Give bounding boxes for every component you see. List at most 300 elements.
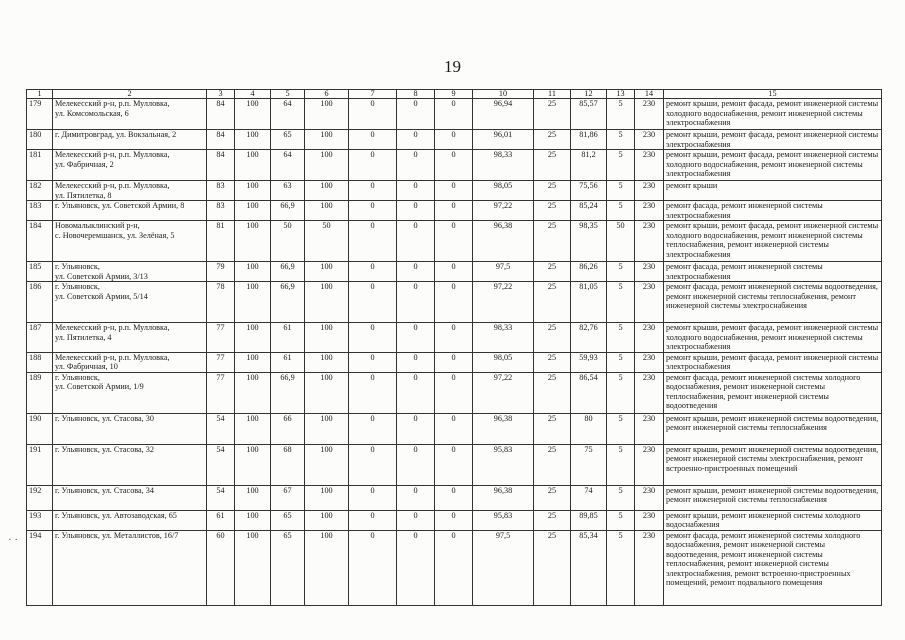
row-number: 182 bbox=[29, 181, 42, 190]
column-header-5: 5 bbox=[271, 90, 305, 99]
value-cell-c10: 98,33 bbox=[493, 150, 513, 159]
table-cell bbox=[397, 201, 435, 221]
value-cell-c12: 98,35 bbox=[579, 221, 598, 230]
works-cell: ремонт крыши, ремонт фасада, ремонт инженерной системы холодного водоснабжения, ремонт инженерной системы электроснабжения bbox=[666, 323, 879, 351]
table-cell bbox=[235, 150, 271, 181]
value-cell-c4: 100 bbox=[246, 352, 259, 362]
row-number: 185 bbox=[29, 262, 42, 271]
value-cell-c13: 5 bbox=[618, 282, 623, 291]
value-cell-c12: 89,85 bbox=[579, 510, 598, 520]
table-cell bbox=[235, 130, 271, 150]
table-cell bbox=[607, 221, 635, 262]
table-cell bbox=[435, 413, 473, 444]
table-cell bbox=[397, 130, 435, 150]
table-cell bbox=[473, 444, 534, 485]
table-cell bbox=[571, 221, 607, 262]
table-cell bbox=[571, 510, 607, 530]
value-cell-c5: 66,9 bbox=[280, 372, 295, 382]
value-cell-c3: 77 bbox=[216, 352, 225, 362]
table-cell bbox=[271, 130, 305, 150]
table-cell bbox=[534, 130, 571, 150]
value-cell-c3: 78 bbox=[216, 282, 225, 291]
row-number: 180 bbox=[29, 130, 42, 139]
table-cell bbox=[207, 413, 235, 444]
table-cell bbox=[271, 99, 305, 130]
table-cell bbox=[207, 352, 235, 372]
value-cell-c13: 5 bbox=[618, 530, 623, 540]
works-cell: ремонт фасада, ремонт инженерной системы холодного водоснабжения, ремонт инженерной системы водоотведения, ремонт инженерной системы теплоснабжения, ремонт инженерной системы электроснабжения, ремонт встроенно-пристроенных помещений, ремонт подвального помещения bbox=[666, 530, 861, 587]
value-cell-c10: 95,83 bbox=[493, 444, 513, 454]
value-cell-c8: 0 bbox=[413, 530, 418, 540]
table-cell bbox=[27, 510, 53, 530]
table-cell bbox=[607, 485, 635, 510]
table-cell bbox=[397, 510, 435, 530]
table-cell bbox=[607, 444, 635, 485]
table-cell bbox=[635, 372, 664, 413]
column-header-14: 14 bbox=[635, 90, 664, 99]
table-body bbox=[27, 99, 882, 606]
address-cell: Новомалыклинский р-н, с. Новочеремшанск, ул. Зелёная, 5 bbox=[55, 221, 175, 240]
table-cell bbox=[305, 262, 349, 282]
value-cell-c4: 100 bbox=[246, 372, 259, 382]
table-cell bbox=[53, 444, 207, 485]
table-cell bbox=[534, 372, 571, 413]
table-cell bbox=[305, 323, 349, 353]
table-cell bbox=[435, 485, 473, 510]
table-cell bbox=[571, 352, 607, 372]
table-cell bbox=[235, 510, 271, 530]
buildings-table bbox=[26, 89, 882, 606]
table-cell bbox=[435, 221, 473, 262]
table-cell bbox=[664, 372, 882, 413]
value-cell-c11: 25 bbox=[547, 323, 557, 332]
value-cell-c3: 77 bbox=[216, 323, 225, 332]
value-cell-c9: 0 bbox=[451, 150, 456, 159]
table-cell bbox=[534, 323, 571, 353]
table-cell bbox=[397, 413, 435, 444]
table-cell bbox=[349, 323, 397, 353]
table-cell bbox=[235, 323, 271, 353]
value-cell-c4: 100 bbox=[246, 530, 259, 540]
table-cell bbox=[473, 201, 534, 221]
table-cell bbox=[207, 181, 235, 201]
value-cell-c5: 61 bbox=[283, 323, 292, 332]
value-cell-c11: 25 bbox=[547, 262, 557, 271]
value-cell-c8: 0 bbox=[413, 510, 418, 520]
table-cell bbox=[607, 510, 635, 530]
value-cell-c8: 0 bbox=[413, 323, 418, 332]
table-cell bbox=[607, 352, 635, 372]
table-cell bbox=[473, 221, 534, 262]
value-cell-c6: 100 bbox=[320, 282, 333, 291]
value-cell-c10: 98,05 bbox=[493, 181, 513, 190]
table-cell bbox=[534, 444, 571, 485]
value-cell-c7: 0 bbox=[370, 150, 375, 159]
table-cell bbox=[571, 444, 607, 485]
row-number: 184 bbox=[29, 221, 42, 230]
table-cell bbox=[53, 181, 207, 201]
table-cell bbox=[53, 510, 207, 530]
value-cell-c9: 0 bbox=[451, 282, 456, 291]
table-cell bbox=[664, 530, 882, 605]
table-row bbox=[27, 510, 882, 530]
value-cell-c12: 85,34 bbox=[579, 530, 598, 540]
value-cell-c13: 5 bbox=[618, 485, 623, 495]
table-cell bbox=[235, 413, 271, 444]
table-row bbox=[27, 99, 882, 130]
row-number: 179 bbox=[29, 99, 42, 108]
value-cell-c5: 50 bbox=[283, 221, 292, 230]
table-cell bbox=[607, 413, 635, 444]
table-cell bbox=[27, 130, 53, 150]
table-cell bbox=[207, 530, 235, 605]
table-cell bbox=[435, 201, 473, 221]
value-cell-c7: 0 bbox=[370, 485, 375, 495]
value-cell-c12: 86,26 bbox=[579, 262, 598, 271]
table-cell bbox=[635, 282, 664, 323]
value-cell-c3: 84 bbox=[216, 130, 225, 139]
table-row bbox=[27, 530, 882, 605]
value-cell-c11: 25 bbox=[547, 201, 557, 210]
table-cell bbox=[473, 262, 534, 282]
value-cell-c5: 64 bbox=[283, 99, 292, 108]
table-row bbox=[27, 282, 882, 323]
value-cell-c9: 0 bbox=[451, 99, 456, 108]
value-cell-c7: 0 bbox=[370, 282, 375, 291]
value-cell-c4: 100 bbox=[246, 444, 259, 454]
table-cell bbox=[635, 99, 664, 130]
table-cell bbox=[607, 262, 635, 282]
value-cell-c8: 0 bbox=[413, 372, 418, 382]
table-cell bbox=[571, 413, 607, 444]
value-cell-c5: 66,9 bbox=[280, 201, 295, 210]
value-cell-c3: 81 bbox=[216, 221, 225, 230]
table-cell bbox=[571, 282, 607, 323]
table-cell bbox=[305, 444, 349, 485]
works-cell: ремонт фасада, ремонт инженерной системы электроснабжения bbox=[666, 201, 823, 220]
works-cell: ремонт крыши, ремонт инженерной системы водоотведения, ремонт инженерной системы теплоснабжения bbox=[666, 413, 879, 432]
table-cell bbox=[571, 530, 607, 605]
value-cell-c5: 65 bbox=[283, 130, 292, 139]
table-cell bbox=[534, 221, 571, 262]
value-cell-c11: 25 bbox=[547, 282, 557, 291]
table-cell bbox=[607, 201, 635, 221]
value-cell-c6: 100 bbox=[320, 150, 333, 159]
value-cell-c7: 0 bbox=[370, 201, 375, 210]
value-cell-c3: 77 bbox=[216, 372, 225, 382]
column-header-8: 8 bbox=[397, 90, 435, 99]
address-cell: г. Ульяновск, ул. Советской Армии, 8 bbox=[55, 201, 185, 210]
value-cell-c6: 100 bbox=[320, 262, 333, 271]
value-cell-c12: 85,57 bbox=[579, 99, 598, 108]
value-cell-c4: 100 bbox=[246, 221, 259, 230]
value-cell-c10: 96,94 bbox=[493, 99, 513, 108]
table-cell bbox=[349, 282, 397, 323]
table-cell bbox=[664, 444, 882, 485]
table-cell bbox=[664, 99, 882, 130]
table-cell bbox=[349, 201, 397, 221]
works-cell: ремонт крыши, ремонт инженерной системы водоотведения, ремонт инженерной системы теплоснабжения bbox=[666, 485, 879, 504]
value-cell-c14: 230 bbox=[642, 444, 656, 454]
table-cell bbox=[607, 130, 635, 150]
table-row bbox=[27, 372, 882, 413]
table-cell bbox=[571, 181, 607, 201]
table-cell bbox=[397, 150, 435, 181]
table-cell bbox=[571, 372, 607, 413]
column-number-row bbox=[27, 90, 882, 99]
value-cell-c7: 0 bbox=[370, 530, 375, 540]
table-cell bbox=[27, 221, 53, 262]
value-cell-c13: 5 bbox=[618, 372, 623, 382]
table-cell bbox=[435, 372, 473, 413]
address-cell: Мелекесский р-н, р.п. Мулловка, ул. Пятилетка, 4 bbox=[55, 323, 170, 342]
table-cell bbox=[571, 485, 607, 510]
table-cell bbox=[305, 181, 349, 201]
works-cell: ремонт фасада, ремонт инженерной системы водоотведения, ремонт инженерной системы теплоснабжения, ремонт инженерной системы электроснабжения bbox=[666, 282, 878, 310]
table-cell bbox=[664, 282, 882, 323]
table-cell bbox=[571, 130, 607, 150]
table-cell bbox=[207, 323, 235, 353]
table-cell bbox=[349, 352, 397, 372]
table-cell bbox=[397, 99, 435, 130]
table-cell bbox=[473, 130, 534, 150]
value-cell-c12: 74 bbox=[584, 485, 593, 495]
value-cell-c10: 96,38 bbox=[493, 413, 513, 423]
value-cell-c5: 63 bbox=[283, 181, 292, 190]
address-cell: Мелекесский р-н, р.п. Мулловка, ул. Фабричная, 2 bbox=[55, 150, 170, 169]
table-cell bbox=[305, 372, 349, 413]
value-cell-c9: 0 bbox=[451, 323, 456, 332]
table-cell bbox=[435, 323, 473, 353]
value-cell-c5: 66,9 bbox=[280, 262, 295, 271]
table-cell bbox=[207, 201, 235, 221]
value-cell-c11: 25 bbox=[547, 150, 557, 159]
value-cell-c10: 96,38 bbox=[493, 221, 513, 230]
table-cell bbox=[27, 530, 53, 605]
table-cell bbox=[53, 130, 207, 150]
value-cell-c14: 230 bbox=[642, 485, 656, 495]
value-cell-c4: 100 bbox=[246, 262, 259, 271]
table-cell bbox=[635, 413, 664, 444]
value-cell-c14: 230 bbox=[642, 510, 656, 520]
table-cell bbox=[664, 510, 882, 530]
table-cell bbox=[305, 352, 349, 372]
value-cell-c14: 230 bbox=[642, 530, 656, 540]
value-cell-c11: 25 bbox=[547, 130, 557, 139]
table-cell bbox=[397, 352, 435, 372]
value-cell-c12: 82,76 bbox=[579, 323, 598, 332]
row-number: 181 bbox=[29, 150, 42, 159]
table-cell bbox=[305, 510, 349, 530]
column-header-1: 1 bbox=[27, 90, 53, 99]
table-cell bbox=[534, 485, 571, 510]
table-cell bbox=[27, 282, 53, 323]
value-cell-c13: 5 bbox=[618, 181, 623, 190]
table-cell bbox=[207, 444, 235, 485]
value-cell-c13: 5 bbox=[618, 150, 623, 159]
value-cell-c12: 75 bbox=[584, 444, 593, 454]
table-cell bbox=[397, 262, 435, 282]
table-cell bbox=[435, 130, 473, 150]
value-cell-c8: 0 bbox=[413, 282, 418, 291]
value-cell-c6: 50 bbox=[322, 221, 331, 230]
table-cell bbox=[53, 352, 207, 372]
table-cell bbox=[534, 352, 571, 372]
table-cell bbox=[571, 99, 607, 130]
table-cell bbox=[235, 372, 271, 413]
table-row bbox=[27, 262, 882, 282]
table-cell bbox=[271, 150, 305, 181]
table-row bbox=[27, 444, 882, 485]
table-cell bbox=[397, 221, 435, 262]
value-cell-c7: 0 bbox=[370, 262, 375, 271]
table-cell bbox=[53, 201, 207, 221]
value-cell-c10: 95,83 bbox=[493, 510, 513, 520]
value-cell-c8: 0 bbox=[413, 150, 418, 159]
table-cell bbox=[53, 150, 207, 181]
table-cell bbox=[207, 221, 235, 262]
value-cell-c11: 25 bbox=[547, 99, 557, 108]
table-cell bbox=[473, 282, 534, 323]
value-cell-c9: 0 bbox=[451, 444, 456, 454]
table-cell bbox=[397, 282, 435, 323]
table-cell bbox=[607, 530, 635, 605]
value-cell-c5: 68 bbox=[283, 444, 292, 454]
value-cell-c9: 0 bbox=[451, 413, 456, 423]
value-cell-c14: 230 bbox=[642, 181, 656, 190]
value-cell-c5: 64 bbox=[283, 150, 292, 159]
value-cell-c8: 0 bbox=[413, 181, 418, 190]
value-cell-c6: 100 bbox=[320, 510, 333, 520]
table-row bbox=[27, 352, 882, 372]
value-cell-c6: 100 bbox=[320, 444, 333, 454]
table-cell bbox=[349, 510, 397, 530]
value-cell-c13: 5 bbox=[618, 510, 623, 520]
value-cell-c3: 54 bbox=[216, 444, 225, 454]
table-cell bbox=[305, 150, 349, 181]
table-cell bbox=[435, 444, 473, 485]
table-cell bbox=[207, 150, 235, 181]
value-cell-c13: 5 bbox=[618, 352, 623, 362]
table-cell bbox=[271, 201, 305, 221]
value-cell-c11: 25 bbox=[547, 181, 557, 190]
value-cell-c7: 0 bbox=[370, 444, 375, 454]
table-cell bbox=[349, 181, 397, 201]
address-cell: г. Ульяновск, ул. Стасова, 30 bbox=[55, 413, 154, 423]
value-cell-c12: 59,93 bbox=[579, 352, 598, 362]
table-cell bbox=[271, 221, 305, 262]
value-cell-c9: 0 bbox=[451, 201, 456, 210]
value-cell-c10: 96,38 bbox=[493, 485, 513, 495]
value-cell-c4: 100 bbox=[246, 485, 259, 495]
value-cell-c6: 100 bbox=[320, 372, 333, 382]
table-cell bbox=[271, 323, 305, 353]
table-cell bbox=[607, 99, 635, 130]
table-cell bbox=[664, 413, 882, 444]
table-cell bbox=[349, 130, 397, 150]
table-cell bbox=[271, 352, 305, 372]
value-cell-c10: 97,22 bbox=[493, 201, 513, 210]
table-cell bbox=[435, 181, 473, 201]
value-cell-c14: 230 bbox=[642, 372, 656, 382]
value-cell-c4: 100 bbox=[246, 323, 259, 332]
table-cell bbox=[271, 282, 305, 323]
value-cell-c12: 85,24 bbox=[579, 201, 598, 210]
table-cell bbox=[534, 262, 571, 282]
value-cell-c14: 230 bbox=[642, 282, 656, 291]
value-cell-c13: 5 bbox=[618, 130, 623, 139]
value-cell-c11: 25 bbox=[547, 372, 557, 382]
address-cell: г. Ульяновск, ул. Металлистов, 16/7 bbox=[55, 530, 179, 540]
works-cell: ремонт фасада, ремонт инженерной системы электроснабжения bbox=[666, 262, 823, 281]
value-cell-c7: 0 bbox=[370, 413, 375, 423]
works-cell: ремонт крыши, ремонт фасада, ремонт инженерной системы электроснабжения bbox=[666, 130, 879, 149]
value-cell-c8: 0 bbox=[413, 201, 418, 210]
table-cell bbox=[635, 323, 664, 353]
table-cell bbox=[27, 485, 53, 510]
table-cell bbox=[349, 413, 397, 444]
table-cell bbox=[305, 530, 349, 605]
table-cell bbox=[534, 510, 571, 530]
value-cell-c4: 100 bbox=[246, 181, 259, 190]
table-cell bbox=[349, 444, 397, 485]
table-cell bbox=[305, 221, 349, 262]
value-cell-c3: 84 bbox=[216, 99, 225, 108]
table-row bbox=[27, 201, 882, 221]
address-cell: г. Ульяновск, ул. Стасова, 32 bbox=[55, 444, 154, 454]
value-cell-c14: 230 bbox=[642, 201, 656, 210]
table-cell bbox=[235, 282, 271, 323]
works-cell: ремонт крыши, ремонт фасада, ремонт инженерной системы холодного водоснабжения, ремонт инженерной системы электроснабжения bbox=[666, 150, 879, 178]
table-cell bbox=[207, 510, 235, 530]
table-row bbox=[27, 221, 882, 262]
value-cell-c4: 100 bbox=[246, 99, 259, 108]
value-cell-c8: 0 bbox=[413, 444, 418, 454]
value-cell-c12: 81,2 bbox=[581, 150, 596, 159]
table-row bbox=[27, 413, 882, 444]
table-row bbox=[27, 150, 882, 181]
table-cell bbox=[235, 262, 271, 282]
value-cell-c13: 5 bbox=[618, 444, 623, 454]
value-cell-c12: 75,56 bbox=[579, 181, 598, 190]
value-cell-c9: 0 bbox=[451, 221, 456, 230]
table-cell bbox=[27, 323, 53, 353]
value-cell-c11: 25 bbox=[547, 352, 557, 362]
value-cell-c10: 97,22 bbox=[493, 372, 513, 382]
table-cell bbox=[53, 221, 207, 262]
table-cell bbox=[53, 530, 207, 605]
table-cell bbox=[53, 413, 207, 444]
value-cell-c14: 230 bbox=[642, 262, 656, 271]
value-cell-c11: 25 bbox=[547, 413, 557, 423]
address-cell: г. Ульяновск, ул. Советской Армии, 1/9 bbox=[55, 372, 144, 391]
value-cell-c13: 5 bbox=[618, 262, 623, 271]
table-cell bbox=[27, 444, 53, 485]
table-cell bbox=[349, 262, 397, 282]
table-row bbox=[27, 181, 882, 201]
row-number: 183 bbox=[29, 201, 42, 210]
table-cell bbox=[534, 530, 571, 605]
table-cell bbox=[53, 262, 207, 282]
table-cell bbox=[435, 530, 473, 605]
value-cell-c5: 65 bbox=[283, 530, 292, 540]
value-cell-c8: 0 bbox=[413, 352, 418, 362]
table-cell bbox=[635, 444, 664, 485]
row-number: 191 bbox=[29, 444, 42, 454]
table-cell bbox=[473, 510, 534, 530]
column-header-11: 11 bbox=[534, 90, 571, 99]
table-cell bbox=[664, 181, 882, 201]
